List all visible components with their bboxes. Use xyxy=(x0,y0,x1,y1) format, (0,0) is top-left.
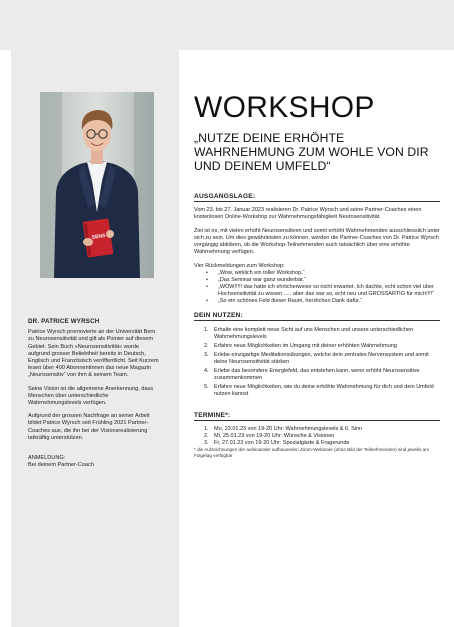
portrait-illustration xyxy=(40,92,154,278)
main-content xyxy=(194,92,440,459)
benefits-list xyxy=(194,327,440,398)
list-item: • „WOW!!!!! das hatte ich ehrlicherweise so nicht erwartet. Ich dachte, echt schon viel über Hochsensitivität zu wissen...... aber das war so, echt neu und GROSSARTIG für mich!!!!“ xyxy=(194,284,440,298)
workshop-subtitle: „NUTZE DEINE ERHÖHTE WAHRNEHMUNG ZUM WOHLE VON DIR UND DEINEM UMFELD“ xyxy=(194,131,429,174)
list-item: 3. Fr, 27.01.23 von 19-20 Uhr: Spezialgäste & Fragerunde xyxy=(204,440,350,447)
list-item: 2. Erfahre neue Möglichkeiten im Umgang mit deiner erhöhten Wahrnehmung xyxy=(204,342,397,349)
dates-list xyxy=(194,426,440,448)
section-heading-nutzen: DEIN NUTZEN: xyxy=(194,312,440,321)
list-item: 5. Erfahre neue Möglichkeiten, wie du deine erhöhte Wahrnehmung für dich und dein Umfeld nutzen kannst xyxy=(204,383,434,397)
feedback-list xyxy=(194,270,440,305)
dates-footnote: * die Aufzeichnungen der aufeinander aufbauenden Zoom-Webinare (ohne Bild der Teilnehmenden) sind jeweils am Folgetag verfügbar xyxy=(194,447,430,459)
book-title-text: SENS xyxy=(91,232,106,241)
list-item: 4. Erlebe das besondere Energiefeld, das entstehen kann, wenn erhöht Neurosensitive zusammenkommen xyxy=(204,367,420,381)
feedback-intro: Vier Rückmeldungen zum Workshop: xyxy=(194,262,285,269)
list-item: 1. Mo, 23.01.23 von 19-20 Uhr: Wahrnehmungslevels & 6. Sinn xyxy=(204,425,363,432)
list-item: • „Wow, wirklich ein toller Workshop.“ xyxy=(194,270,440,277)
section-heading-ausgangslage: AUSGANGSLAGE: xyxy=(194,193,440,202)
speaker-name-heading: DR. PATRICE WYRSCH xyxy=(28,318,100,325)
header-band xyxy=(0,0,454,50)
section-heading-termine: TERMINE*: xyxy=(194,412,440,421)
list-item: • „So ein schönes Feld dieser Raum, herzlichen Dank dafür.“ xyxy=(194,298,440,305)
speaker-photo xyxy=(40,92,154,278)
list-item: • „Das Seminar war ganz wunderbar.“ xyxy=(194,277,440,284)
sidebar-bio xyxy=(28,318,162,469)
list-item: 2. Mi, 25.01.23 von 19-20 Uhr: Wünsche & Visionen xyxy=(204,432,335,439)
list-item: 3. Erlebe einzigartige Meditationsübungen, welche dein zentrales Nervensystem und somit deine Neurosensitivität stärken xyxy=(204,351,429,365)
bio-paragraph-3: Aufgrund der grossen Nachfrage an seiner Arbeit bildet Patrice Wyrsch seit Frühling 2021 Partner-Coaches aus, die ihn bei der Visionsrealisierung tatkräftig unterstützen. xyxy=(28,413,150,441)
signup-label: ANMELDUNG: xyxy=(28,455,66,462)
bio-paragraph-2: Seine Vision ist die allgemeine Anerkennung, dass Menschen über unterschiedliche Wahrnehmungslevels verfügen. xyxy=(28,385,154,407)
ausgangslage-paragraph-1: Vom 23. bis 27. Januar 2023 realisieren Dr. Patrice Wyrsch und seine Partner-Coaches einen kostenlosen Online-Workshop zur Wahrnehmungsfähigkeit Neurosensitivität. xyxy=(194,206,422,220)
bio-paragraph-1: Patrice Wyrsch promovierte an der Universität Bern zu Neurosensitivität und gilt als Pionier auf diesem Gebiet. Sein Buch »Neurosensitivität« wurde aufgrund grosser Beliebtheit bereits in Deutsch, Englisch und Französisch veröffentlicht. Seit Kurzem lesen über 400 Abonnentinnen das neue Magazin „Neurosensitiv“ von ihm & seinem Team. xyxy=(28,329,159,379)
signup-value: Bei deinem Partner-Coach xyxy=(28,462,94,469)
ausgangslage-paragraph-2: Ziel ist es, mit vielen erhöht Neurosensitiven und somit erhöht Wahrnehmenden ausschliesslich unter sich zu sein. Um dies gewährleisten zu können, werden die Partner-Coaches von Dr. Patrice Wyrsch vorgängig abklären, ob die Workshop-Teilnehmenden auch tatsächlich über eine erhöhte Wahrnehmung verfügen. xyxy=(194,227,440,255)
list-item: 1. Erhalte eine komplett neue Sicht auf uns Menschen und unsere unterschiedlichen Wahrnehmungslevels xyxy=(204,326,414,340)
page-title: WORKSHOP xyxy=(194,91,375,124)
